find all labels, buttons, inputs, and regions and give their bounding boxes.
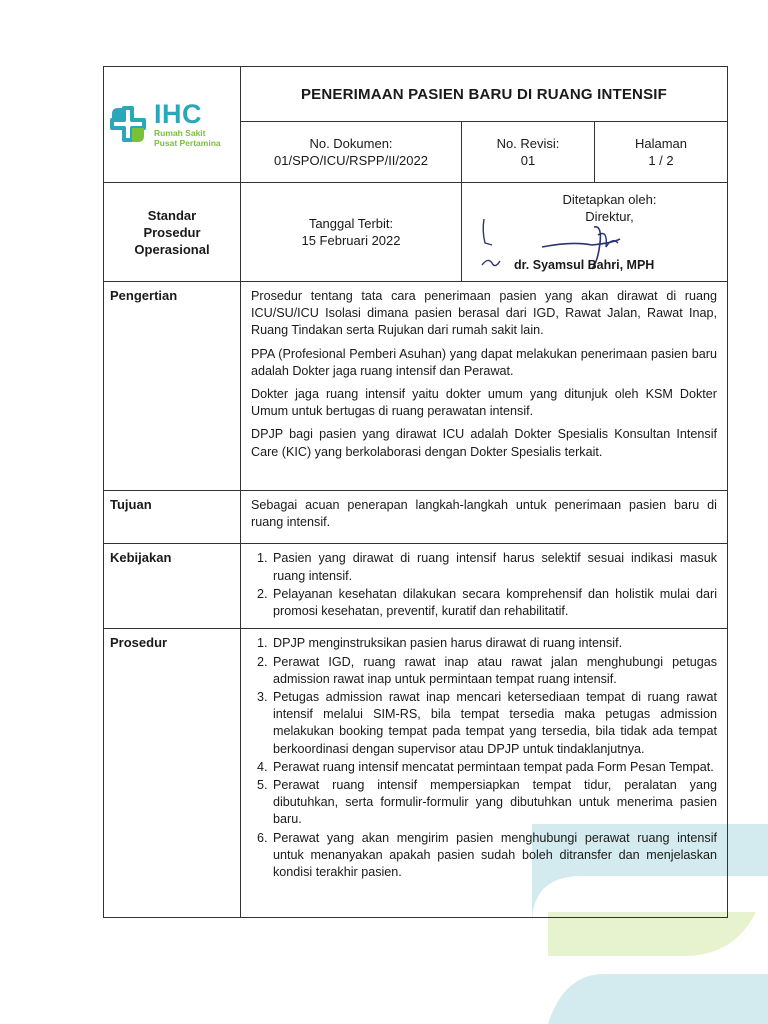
prosedur-item: 3. Petugas admission rawat inap mencari ketersediaan tempat di ruang rawat intensif melalui SIM-RS, bila tempat tersedia maka petugas admission melakukan booking tempat pada tempat yang tersedia, bila tidak ada tempat berkoordinasi dengan supervisor atau DPJP untuk tindaklanjutnya. — [271, 689, 717, 758]
revision-cell — [462, 122, 595, 183]
prosedur-list — [251, 635, 717, 881]
doc-number-label: No. Dokumen: — [309, 136, 393, 151]
section-content-kebijakan — [241, 544, 728, 629]
pengertian-paragraph: Dokter jaga ruang intensif yaitu dokter umum yang ditunjuk oleh KSM Dokter Umum untuk bertugas di ruang perawatan intensif. — [251, 387, 717, 419]
kebijakan-item: 2. Pelayanan kesehatan dilakukan secara komprehensif dan holistik mulai dari promosi kesehatan, preventif, kuratif dan rehabilitatif. — [271, 586, 717, 620]
tujuan-text: Sebagai acuan penerapan langkah-langkah untuk penerimaan pasien baru di ruang intensif. — [251, 498, 717, 530]
prosedur-item: 6. Perawat yang akan mengirim pasien menghubungi perawat ruang intensif untuk menanyakan apakah pasien sudah boleh ditransfer dan menjelaskan kondisi terakhir pasien. — [271, 830, 717, 882]
kebijakan-item: 1. Pasien yang dirawat di ruang intensif harus selektif sesuai indikasi masuk ruang intensif. — [271, 550, 717, 584]
issue-date-cell — [241, 183, 462, 282]
section-content-prosedur — [241, 629, 728, 918]
sop-line1: Standar — [147, 207, 197, 223]
logo-brand-text: IHC — [154, 99, 202, 129]
pengertian-paragraph: Prosedur tentang tata cara penerimaan pasien yang akan dirawat di ruang ICU/SU/ICU Isolasi dimana pasien berasal dari IGD, Rawat Jalan, Rawat Inap, Ruang Tindakan serta Rujukan dari rumah sakit lain. — [251, 289, 717, 338]
approved-role: Direktur, — [585, 209, 634, 224]
logo-line1: Rumah Sakit — [154, 128, 206, 138]
ihc-cross-icon — [110, 104, 150, 146]
prosedur-item: 4. Perawat ruang intensif mencatat permintaan tempat pada Form Pesan Tempat. — [271, 759, 717, 776]
prosedur-item: 5. Perawat ruang intensif mempersiapkan tempat tidur, peralatan yang dibutuhkan, serta formulir-formulir yang dibutuhkan untuk menerima pasien baru. — [271, 777, 717, 829]
section-content-pengertian — [241, 282, 728, 491]
section-label-tujuan: Tujuan — [104, 491, 241, 544]
ihc-logo — [104, 101, 240, 148]
issue-date-value: 15 Februari 2022 — [301, 233, 401, 248]
approved-by-label: Ditetapkan oleh: — [562, 192, 657, 207]
doc-number-cell — [241, 122, 462, 183]
page-label: Halaman — [634, 136, 688, 151]
doc-number-value: 01/SPO/ICU/RSPP/II/2022 — [274, 153, 428, 168]
prosedur-item: 2. Perawat IGD, ruang rawat inap atau rawat jalan menghubungi petugas admission rawat inap untuk permintaan tempat ruang intensif. — [271, 654, 717, 688]
section-label-kebijakan: Kebijakan — [104, 544, 241, 629]
sop-document-table — [103, 66, 728, 918]
page-value: 1 / 2 — [648, 153, 674, 168]
revision-label: No. Revisi: — [496, 136, 560, 151]
director-name: dr. Syamsul Bahri, MPH — [514, 258, 655, 272]
pengertian-paragraph: PPA (Profesional Pemberi Asuhan) yang dapat melakukan penerimaan pasien baru adalah Dokter jaga ruang intensif dan Perawat. — [251, 346, 717, 378]
section-label-prosedur: Prosedur — [104, 629, 241, 918]
kebijakan-list — [251, 550, 717, 620]
section-content-tujuan — [241, 491, 728, 544]
prosedur-item: 1. DPJP menginstruksikan pasien harus dirawat di ruang intensif. — [271, 635, 717, 652]
sop-label-cell — [104, 183, 241, 282]
section-label-pengertian: Pengertian — [104, 282, 241, 491]
logo-cell — [104, 67, 241, 183]
revision-value: 01 — [520, 153, 536, 168]
page-cell — [595, 122, 728, 183]
logo-line2: Pusat Pertamina — [154, 138, 221, 148]
sop-line3: Operasional — [134, 241, 210, 257]
sop-line2: Prosedur — [143, 224, 201, 240]
document-title: PENERIMAAN PASIEN BARU DI RUANG INTENSIF — [241, 67, 728, 122]
approval-cell — [462, 183, 728, 282]
pengertian-paragraph: DPJP bagi pasien yang dirawat ICU adalah Dokter Spesialis Konsultan Intensif Care (KIC) yang berkolaborasi dengan Dokter Spesialis terkait. — [251, 427, 717, 459]
issue-date-label: Tanggal Terbit: — [308, 216, 394, 231]
